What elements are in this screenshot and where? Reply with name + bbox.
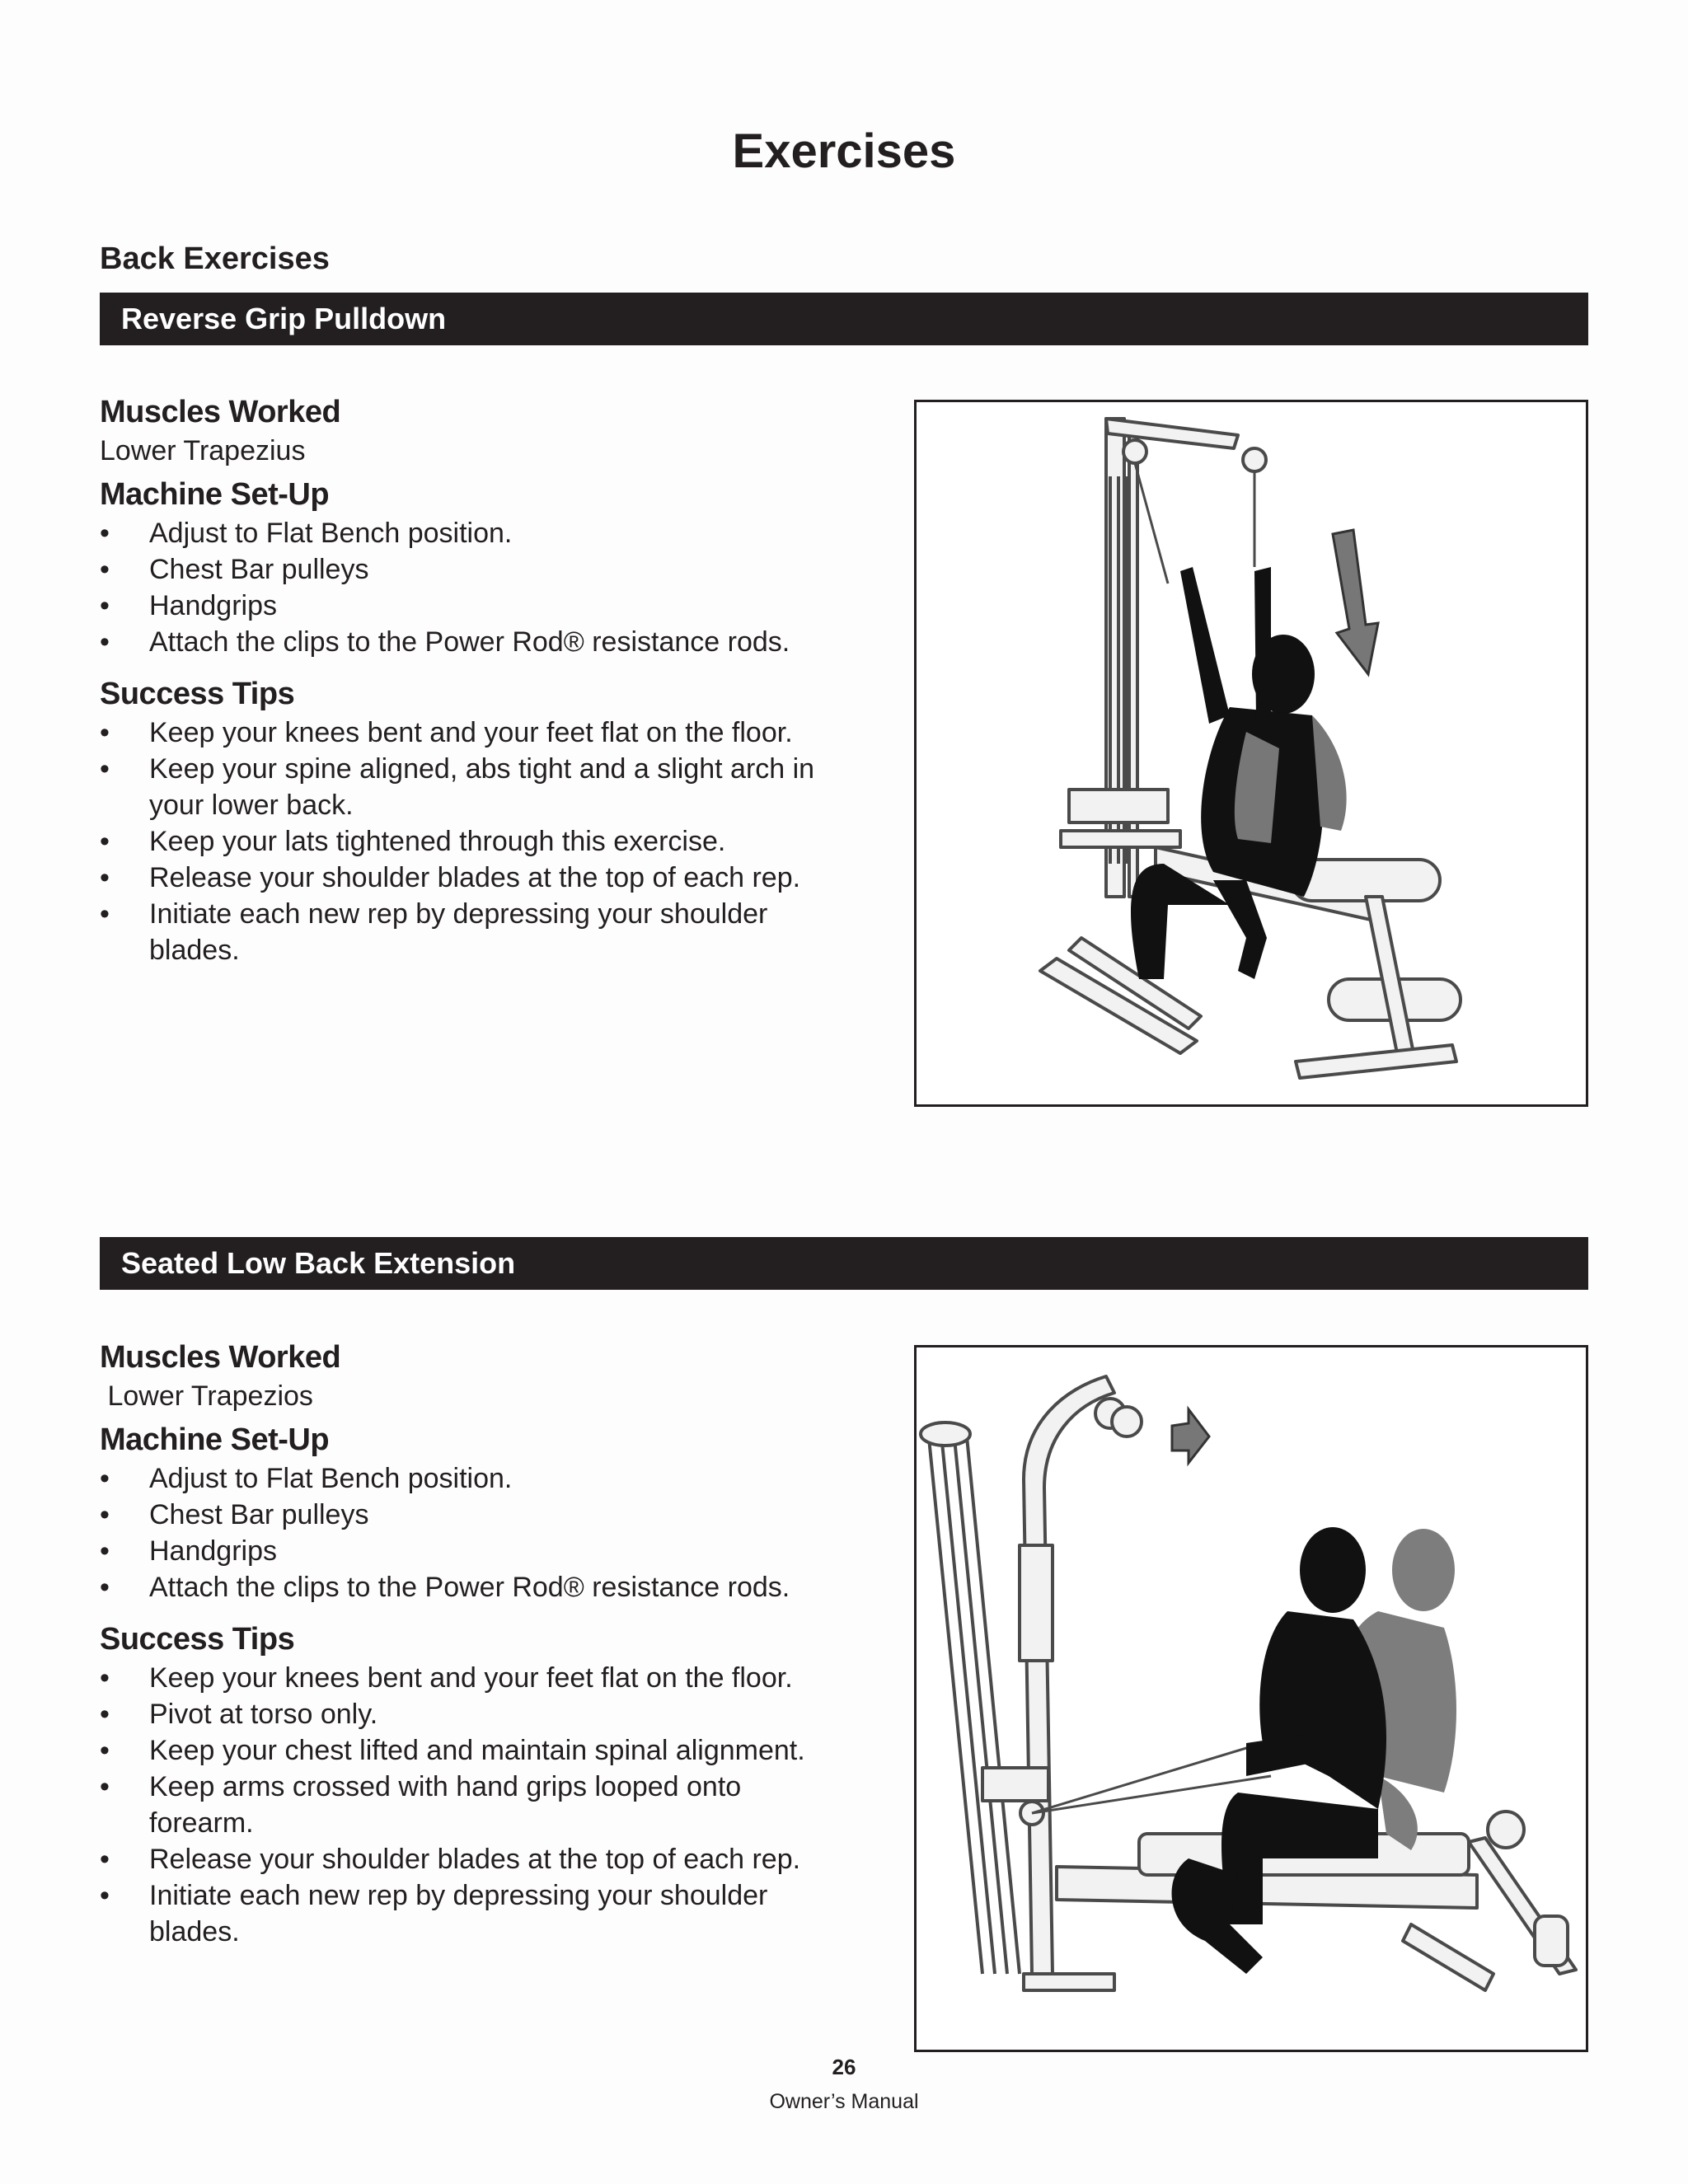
success-tips-heading: Success Tips bbox=[100, 677, 295, 711]
exercise-title: Seated Low Back Extension bbox=[121, 1246, 516, 1280]
back-extension-illustration bbox=[917, 1347, 1586, 2050]
list-item: • Pivot at torso only. bbox=[100, 1699, 378, 1730]
pulldown-illustration bbox=[917, 402, 1586, 1104]
list-item: • Initiate each new rep by depressing your shoulder blades. bbox=[100, 1880, 768, 1947]
page-footer: Owner’s Manual bbox=[769, 2090, 919, 2113]
list-item: • Attach the clips to the Power Rod® resistance rods. bbox=[100, 626, 790, 658]
page-title: Exercises bbox=[732, 124, 956, 178]
list-item: • Release your shoulder blades at the top of each rep. bbox=[100, 1844, 801, 1875]
list-item: • Adjust to Flat Bench position. bbox=[100, 1463, 513, 1494]
list-item: • Keep your knees bent and your feet flat on the floor. bbox=[100, 717, 793, 748]
exercise-title: Reverse Grip Pulldown bbox=[121, 302, 447, 335]
list-item: • Handgrips bbox=[100, 1535, 277, 1567]
list-item: • Release your shoulder blades at the top of each rep. bbox=[100, 862, 801, 893]
exercise-title-bar bbox=[100, 1237, 1588, 1290]
machine-setup-heading: Machine Set-Up bbox=[100, 1422, 330, 1457]
list-item: • Keep your spine aligned, abs tight and a slight arch in your lower back. bbox=[100, 753, 815, 821]
list-item: • Chest Bar pulleys bbox=[100, 1499, 369, 1530]
muscles-worked-value: Lower Trapezios bbox=[100, 1380, 313, 1412]
list-item: • Keep arms crossed with hand grips looped onto forearm. bbox=[100, 1771, 742, 1839]
muscles-worked-value: Lower Trapezius bbox=[100, 435, 306, 466]
list-item: • Keep your chest lifted and maintain spinal alignment. bbox=[100, 1735, 805, 1766]
page-number: 26 bbox=[832, 2055, 856, 2079]
muscles-worked-heading: Muscles Worked bbox=[100, 395, 341, 429]
success-tips-list bbox=[100, 715, 842, 968]
list-item: • Keep your lats tightened through this exercise. bbox=[100, 826, 726, 857]
success-tips-list bbox=[100, 1660, 842, 1950]
exercise-illustration bbox=[914, 400, 1588, 1107]
muscles-worked-heading: Muscles Worked bbox=[100, 1340, 341, 1375]
machine-setup-heading: Machine Set-Up bbox=[100, 477, 330, 512]
list-item: • Chest Bar pulleys bbox=[100, 554, 369, 585]
success-tips-heading: Success Tips bbox=[100, 1622, 295, 1657]
list-item: • Handgrips bbox=[100, 590, 277, 621]
section-heading: Back Exercises bbox=[100, 241, 330, 276]
list-item: • Attach the clips to the Power Rod® resistance rods. bbox=[100, 1572, 790, 1603]
list-item: • Initiate each new rep by depressing your shoulder blades. bbox=[100, 898, 768, 966]
machine-setup-list bbox=[100, 1460, 842, 1605]
list-item: • Adjust to Flat Bench position. bbox=[100, 518, 513, 549]
exercise-title-bar bbox=[100, 293, 1588, 345]
exercise-illustration bbox=[914, 1345, 1588, 2052]
exercise-text-column bbox=[100, 391, 842, 968]
exercise-text-column bbox=[100, 1337, 842, 1950]
machine-setup-list bbox=[100, 515, 842, 660]
list-item: • Keep your knees bent and your feet flat on the floor. bbox=[100, 1662, 793, 1694]
